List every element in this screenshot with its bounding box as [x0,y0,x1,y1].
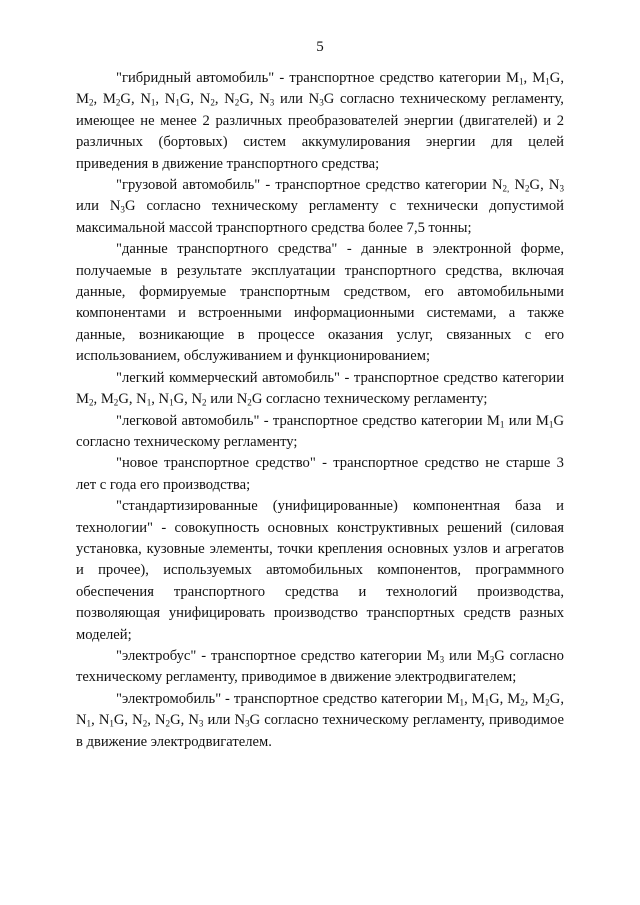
definition-text: - транспортное средство категории M [259,412,500,429]
definition-text: или N [274,91,320,108]
definition-text: G, M [76,70,564,108]
definition-text: G, N [118,391,147,408]
category-subscript: 2, [502,183,510,194]
definition-text: G, N [173,391,203,408]
category-subscript: 2 [165,718,171,729]
definition-text: или M [444,647,490,664]
definition-text: , N [151,391,170,408]
category-subscript: 1 [86,718,92,729]
definition-term: "легковой автомобиль" [116,412,260,429]
definition-text: или N [203,712,246,729]
definition-text: G согласно техническому регламенту, приводимое в движение электродвигателем. [76,712,564,750]
definition-term: "грузовой автомобиль" [116,177,261,194]
category-subscript: 3 [489,654,495,665]
definition-text: или N [76,198,121,215]
definition-text: , N [147,712,166,729]
definition-text: , N [155,91,176,108]
definition-paragraph [76,368,564,411]
definition-text: или N [206,391,248,408]
definition-text: G, N [113,712,143,729]
category-subscript: 1 [150,97,156,108]
category-subscript: 1 [146,397,152,408]
definition-text: , N [214,91,235,108]
category-subscript: 2 [234,97,240,108]
category-subscript: 2 [520,697,525,708]
category-subscript: 1 [548,418,554,429]
definition-text: - транспортное средство категории N [260,177,503,194]
category-subscript: 1 [109,718,114,729]
category-subscript: 3 [120,204,125,215]
definition-term: "гибридный автомобиль" [116,70,275,86]
definition-text: G согласно техническому регламенту, имеющее не менее 2 различных преобразователей энергии (двигателей) и 2 различных (бортовых) систем аккумулирования энергии для целей приведения в движение транспортного средства; [76,91,564,172]
category-subscript: 1 [169,397,174,408]
definition-text: G согласно техническому регламенту; [76,412,564,450]
definition-term: "электромобиль" [116,690,222,707]
definition-text: G согласно техническому регламенту; [251,391,488,408]
definition-text: N [509,177,526,194]
definition-text: G, N [120,91,151,108]
category-subscript: 1 [499,418,505,429]
category-subscript: 1 [518,76,524,87]
definition-text: G согласно техническому регламенту с технически допустимой максимальной массой транспортного средства более 7,5 тонны; [76,198,564,236]
definition-term: "новое транспортное средство" [116,455,316,472]
definition-text: - транспортное средство не старше 3 лет с года его производства; [76,455,564,493]
definition-text: , M [523,70,546,86]
category-subscript: 2 [113,397,119,408]
definition-term: "электробус" [116,647,197,664]
definition-paragraph [76,175,564,239]
definition-text: G, N [179,91,211,108]
category-subscript: 3 [319,97,324,108]
definition-term: "стандартизированные (унифицированные) компонентная база и технологии" [76,498,564,536]
definition-paragraph [76,496,564,646]
category-subscript: 2 [545,697,550,708]
category-subscript: 2 [247,397,252,408]
definition-text: G, M [489,690,521,707]
definition-term: "данные транспортного средства" [116,241,338,258]
definition-text: G, N [170,712,199,729]
definition-text: G, N [239,91,270,108]
definition-text: - данные в электронной форме, получаемые в результате эксплуатации транспортного средства, включая данные, формируемые транспортным средством, его автомобильными компонентами и встроенными информационными системами, а также данные, возникающие в процессе оказания услуг, связанных с его использованием, обслуживанием и функционированием; [76,241,565,365]
category-subscript: 2 [202,397,207,408]
definition-text: G, N [76,690,564,729]
category-subscript: 2 [142,718,148,729]
category-subscript: 1 [459,697,465,708]
definition-paragraph [76,239,564,367]
category-subscript: 3 [245,718,250,729]
category-subscript: 2 [115,97,121,108]
category-subscript: 3 [198,718,204,729]
definition-text: , M [464,690,485,707]
definition-text: - транспортное средство категории M [274,70,519,86]
definition-term: "легкий коммерческий автомобиль" [116,369,340,386]
category-subscript: 1 [545,76,550,87]
category-subscript: 3 [559,183,564,194]
definition-text: , M [524,690,546,707]
definition-paragraph [76,453,564,496]
definition-text: - транспортное средство категории M [221,690,460,707]
category-subscript: 1 [175,97,180,108]
category-subscript: 3 [269,97,275,108]
definition-paragraph [76,689,564,753]
definition-text: или M [504,412,549,429]
definition-paragraph [76,68,564,175]
category-subscript: 3 [439,654,445,665]
page-number: 5 [316,39,324,55]
definition-paragraph [76,411,564,454]
definition-text: - совокупность основных конструктивных решений (силовая установка, кузовные элементы, точки крепления основных узлов и агрегатов и прочее), используемых автомобильных компонентов, программного обеспечения транспортного средства и технологий производства, позволяющая унифицировать производство транспортных средств разных моделей; [76,519,564,643]
definition-text: , M [93,391,114,408]
definitions-list [76,68,564,753]
definition-text: - транспортное средство категории M [76,369,564,408]
category-subscript: 2 [525,183,530,194]
category-subscript: 2 [210,97,215,108]
definition-text: G согласно техническому регламенту, приводимое в движение электродвигателем; [76,647,564,686]
definition-paragraph [76,646,564,689]
definition-text: , N [91,712,110,729]
definition-text: - транспортное средство категории M [196,647,440,664]
definition-text: , M [93,91,116,108]
category-subscript: 1 [484,697,490,708]
category-subscript: 2 [88,97,94,108]
category-subscript: 2 [88,397,94,408]
definition-text: G, N [529,177,560,194]
